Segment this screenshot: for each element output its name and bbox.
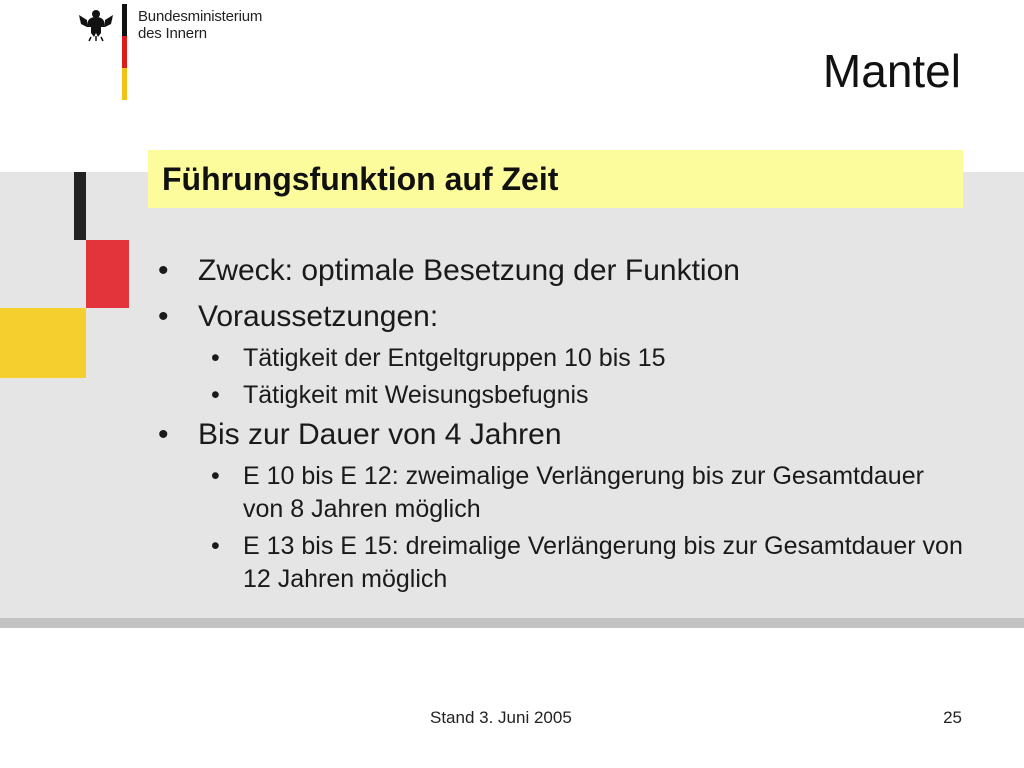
flag-bar: [122, 4, 127, 100]
sub-bullet-list: [158, 460, 968, 596]
ministry-line-2: des Innern: [138, 25, 207, 42]
decor-yellow-block: [0, 308, 86, 378]
headline-text: Führungsfunktion auf Zeit: [162, 161, 559, 197]
bullet-item: [158, 414, 968, 456]
footer-date: Stand 3. Juni 2005: [430, 708, 572, 727]
band-bottom-strip: [0, 618, 1024, 628]
flag-black-stripe: [122, 4, 127, 36]
sub-bullet-item: • E 10 bis E 12: zweimalige Verlängerung bis zur Gesamtdauer von 8 Jahren möglich: [203, 460, 968, 526]
bullet-text: Zweck: optimale Besetzung der Funktion: [198, 254, 740, 287]
sub-bullet-item: • Tätigkeit der Entgeltgruppen 10 bis 15: [203, 342, 968, 375]
bullet-item: [158, 296, 968, 338]
flag-red-stripe: [122, 36, 127, 68]
bullet-text: Bis zur Dauer von 4 Jahren: [198, 418, 562, 451]
page-number: 25: [943, 708, 962, 727]
sub-bullet-group: [158, 342, 968, 412]
bullet-text: Voraussetzungen:: [198, 300, 439, 333]
decor-red-block: [86, 240, 129, 308]
sub-bullet-item: • Tätigkeit mit Weisungsbefugnis: [203, 379, 968, 412]
federal-eagle-icon: [78, 6, 114, 42]
flag-gold-stripe: [122, 68, 127, 100]
slide-title: Mantel: [822, 45, 961, 97]
headline-box: [148, 150, 963, 208]
ministry-logo: [78, 4, 298, 100]
sub-bullet-list: [158, 342, 968, 412]
sub-bullet-item: • E 13 bis E 15: dreimalige Verlängerung bis zur Gesamtdauer von 12 Jahren möglich: [203, 530, 968, 596]
bullet-item: [158, 250, 968, 292]
ministry-name: [138, 8, 262, 42]
sub-bullet-group: [158, 460, 968, 596]
bullet-list: [158, 250, 968, 596]
ministry-line-1: Bundesministerium: [138, 8, 263, 25]
decor-black-block: [74, 172, 86, 240]
